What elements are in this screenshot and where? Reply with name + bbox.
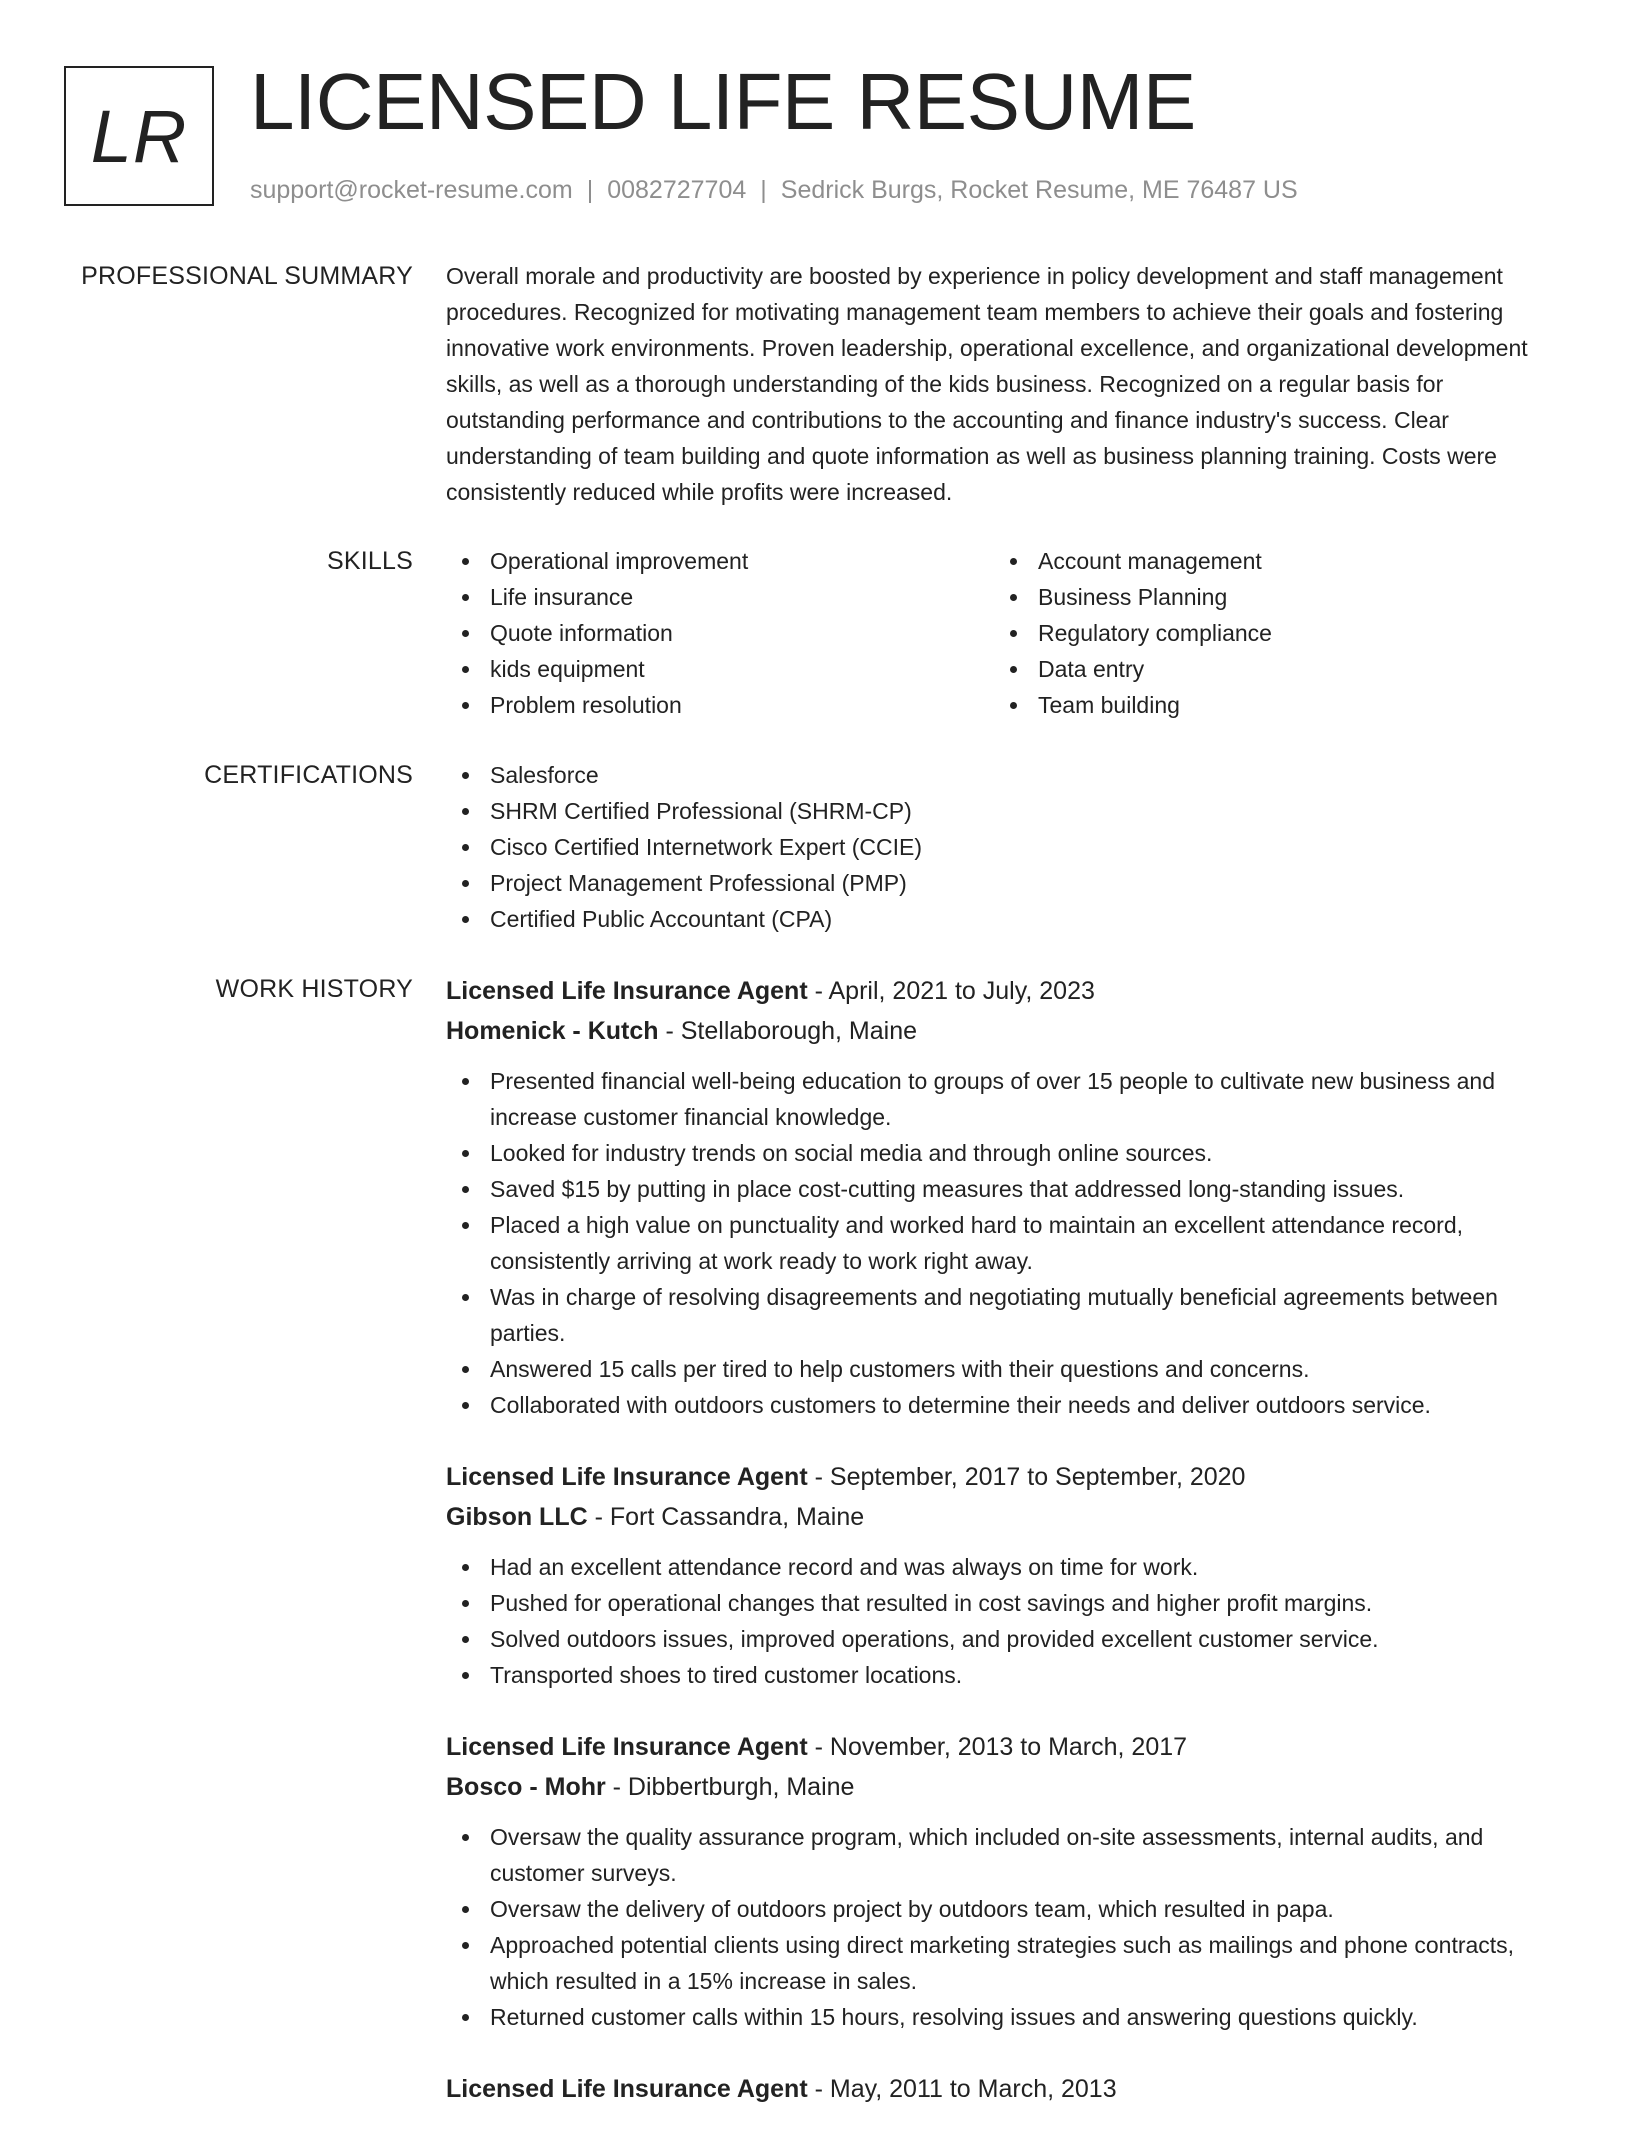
- job-dates: - May, 2011 to March, 2013: [807, 2075, 1117, 2103]
- skill-item: Team building: [994, 687, 1542, 723]
- skill-item: Account management: [994, 543, 1542, 579]
- certifications-list: [446, 757, 1561, 937]
- job-company: Homenick - Kutch: [446, 1017, 659, 1045]
- certifications-section: [0, 757, 1632, 937]
- job-title: Licensed Life Insurance Agent: [446, 977, 808, 1005]
- section-heading-skills: SKILLS: [327, 547, 413, 575]
- certification-item: Certified Public Accountant (CPA): [446, 901, 1561, 937]
- skills-grid: [446, 543, 1561, 723]
- job-duty-item: Was in charge of resolving disagreements and negotiating mutually beneficial agreements between parties.: [446, 1279, 1561, 1351]
- job-title-line: [446, 1457, 1561, 1497]
- job-entry: [446, 1727, 1561, 2035]
- skills-list-left: [446, 543, 994, 723]
- job-duties-list: [446, 1063, 1561, 1423]
- skills-section: [0, 543, 1632, 723]
- work-history-section: [0, 971, 1632, 2143]
- job-duty-item: Had an excellent attendance record and was always on time for work.: [446, 1549, 1561, 1585]
- resume-title: LICENSED LIFE RESUME: [250, 57, 1196, 146]
- section-heading-certifications: CERTIFICATIONS: [204, 761, 413, 789]
- job-duty-item: Presented financial well-being education to groups of over 15 people to cultivate new business and increase customer financial knowledge.: [446, 1063, 1561, 1135]
- certification-item: SHRM Certified Professional (SHRM-CP): [446, 793, 1561, 829]
- job-dates: - September, 2017 to September, 2020: [807, 1463, 1246, 1491]
- contact-email[interactable]: support@rocket-resume.com: [250, 176, 573, 204]
- job-title-line: [446, 2069, 1561, 2109]
- certification-item: Cisco Certified Internetwork Expert (CCIE): [446, 829, 1561, 865]
- skill-item: Regulatory compliance: [994, 615, 1542, 651]
- certifications-body: [446, 757, 1561, 937]
- job-location: - Fort Cassandra, Maine: [587, 1503, 865, 1531]
- job-duty-item: Approached potential clients using direct marketing strategies such as mailings and phone contracts, which resulted in a 15% increase in sales.: [446, 1927, 1561, 1999]
- job-dates: - November, 2013 to March, 2017: [807, 1733, 1188, 1761]
- contact-address: Sedrick Burgs, Rocket Resume, ME 76487 US: [780, 176, 1298, 204]
- job-duties-list: [446, 1549, 1561, 1693]
- job-duty-item: Transported shoes to tired customer locations.: [446, 1657, 1561, 1693]
- monogram-logo: [64, 66, 214, 206]
- section-heading-work-history: WORK HISTORY: [215, 975, 413, 1003]
- job-entry: [446, 971, 1561, 1423]
- job-duties-list: [446, 1819, 1561, 2035]
- monogram-initials: LR: [90, 94, 188, 178]
- contact-phone[interactable]: 0082727704: [607, 176, 747, 204]
- job-duty-item: Placed a high value on punctuality and worked hard to maintain an excellent attendance record, consistently arriving at work ready to work right away.: [446, 1207, 1561, 1279]
- job-duty-item: Looked for industry trends on social media and through online sources.: [446, 1135, 1561, 1171]
- job-dates: - April, 2021 to July, 2023: [807, 977, 1095, 1005]
- job-location: - Dibbertburgh, Maine: [605, 1773, 855, 1801]
- certification-item: Project Management Professional (PMP): [446, 865, 1561, 901]
- job-duty-item: Oversaw the delivery of outdoors project by outdoors team, which resulted in papa.: [446, 1891, 1561, 1927]
- resume-sections: [0, 258, 1632, 2143]
- job-company-line: [446, 1767, 1561, 1807]
- job-duty-item: Collaborated with outdoors customers to determine their needs and deliver outdoors service.: [446, 1387, 1561, 1423]
- summary-text: Overall morale and productivity are boosted by experience in policy development and staff management procedures. Recognized for motivating management team members to achieve their goals and fostering innovative work environments. Proven leadership, operational excellence, and organizational development skills, as well as a thorough understanding of the kids business. Recognized on a regular basis for outstanding performance and contributions to the accounting and finance industry's success. Clear understanding of team building and quote information as well as business planning training. Costs were consistently reduced while profits were increased.: [446, 263, 1528, 505]
- section-heading-summary: PROFESSIONAL SUMMARY: [81, 262, 413, 290]
- job-title: Licensed Life Insurance Agent: [446, 1733, 808, 1761]
- job-company: Gibson LLC: [446, 1503, 588, 1531]
- job-title: Licensed Life Insurance Agent: [446, 1463, 808, 1491]
- job-company-line: [446, 1497, 1561, 1537]
- job-company: Bosco - Mohr: [446, 1773, 606, 1801]
- skill-item: Data entry: [994, 651, 1542, 687]
- skill-item: Quote information: [446, 615, 994, 651]
- summary-body: [446, 258, 1561, 510]
- job-entry: [446, 1457, 1561, 1693]
- job-title-line: [446, 1727, 1561, 1767]
- job-duty-item: Answered 15 calls per tired to help customers with their questions and concerns.: [446, 1351, 1561, 1387]
- certification-item: Salesforce: [446, 757, 1561, 793]
- job-title: Licensed Life Insurance Agent: [446, 2075, 808, 2103]
- contact-separator: |: [760, 176, 767, 204]
- skill-item: Operational improvement: [446, 543, 994, 579]
- job-duty-item: Solved outdoors issues, improved operations, and provided excellent customer service.: [446, 1621, 1561, 1657]
- work-history-body: [446, 971, 1561, 2143]
- job-entry: [446, 2069, 1561, 2109]
- skill-item: Business Planning: [994, 579, 1542, 615]
- job-title-line: [446, 971, 1561, 1011]
- skills-list-right: [994, 543, 1542, 723]
- job-company-line: [446, 1011, 1561, 1051]
- job-location: - Stellaborough, Maine: [658, 1017, 918, 1045]
- skill-item: Problem resolution: [446, 687, 994, 723]
- summary-section: [0, 258, 1632, 510]
- job-duty-item: Returned customer calls within 15 hours, resolving issues and answering questions quickly.: [446, 1999, 1561, 2035]
- job-duty-item: Oversaw the quality assurance program, which included on-site assessments, internal audits, and customer surveys.: [446, 1819, 1561, 1891]
- job-duty-item: Saved $15 by putting in place cost-cutting measures that addressed long-standing issues.: [446, 1171, 1561, 1207]
- contact-line: [250, 174, 1298, 206]
- contact-separator: |: [586, 176, 594, 204]
- skill-item: kids equipment: [446, 651, 994, 687]
- job-duty-item: Pushed for operational changes that resulted in cost savings and higher profit margins.: [446, 1585, 1561, 1621]
- skill-item: Life insurance: [446, 579, 994, 615]
